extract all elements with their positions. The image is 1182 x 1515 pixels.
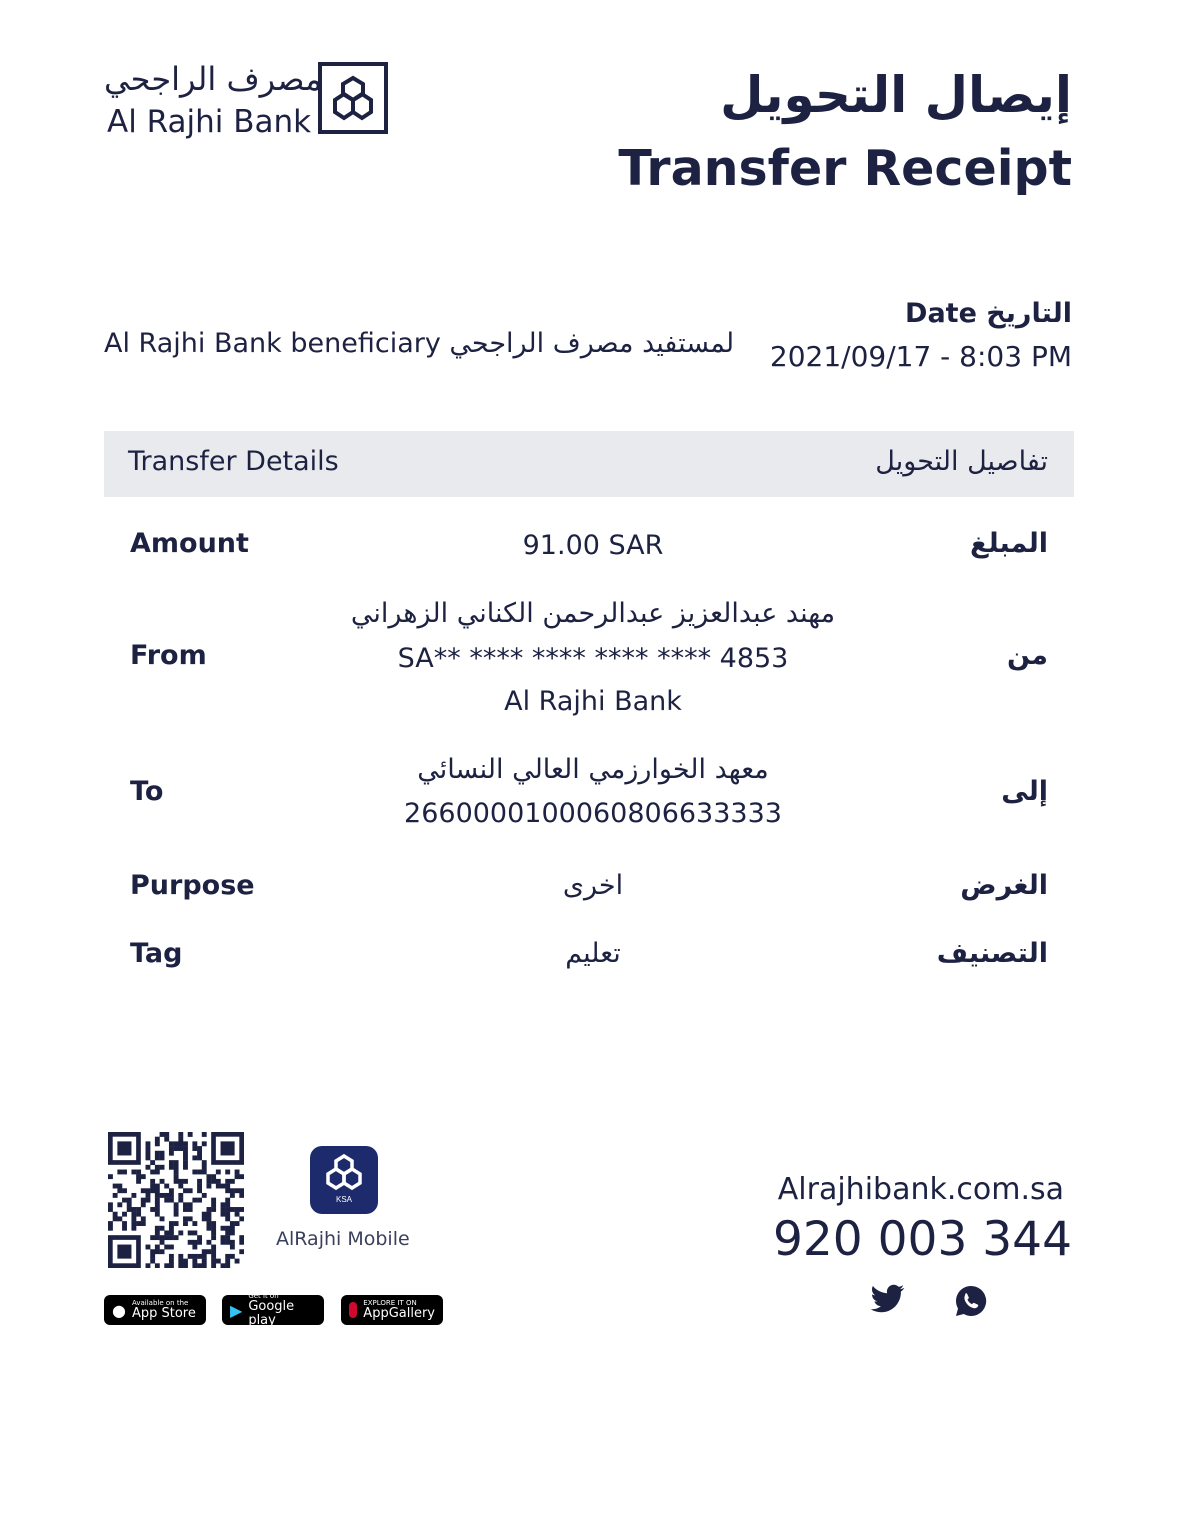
apple-icon: ● — [112, 1300, 126, 1320]
tag-label-arabic: التصنيف — [936, 938, 1048, 969]
bank-name-arabic: مصرف الراجحي — [104, 60, 323, 98]
phone-number[interactable]: 920 003 344 — [772, 1212, 1072, 1267]
from-account: SA** **** **** **** **** 4853 — [397, 643, 789, 674]
amount-label-arabic: المبلغ — [970, 528, 1048, 559]
from-bank: Al Rajhi Bank — [504, 686, 682, 717]
to-label-arabic: إلى — [1001, 776, 1048, 807]
from-name: مهند عبدالعزيز عبدالرحمن الكناني الزهراني — [350, 598, 836, 629]
whatsapp-icon[interactable] — [954, 1284, 988, 1322]
google-play-badge[interactable]: ▶ Get it on Google play — [222, 1295, 324, 1325]
app-store-badge[interactable]: ● Available on the App Store — [104, 1295, 206, 1325]
app-gallery-badge[interactable]: EXPLORE IT ON AppGallery — [341, 1295, 443, 1325]
bank-logo-icon — [318, 62, 388, 134]
bank-name-english: Al Rajhi Bank — [107, 104, 312, 140]
title-english: Transfer Receipt — [618, 140, 1072, 197]
google-play-icon: ▶ — [230, 1300, 243, 1320]
amount-value: 91.00 SAR — [522, 530, 664, 561]
website-link[interactable]: Alrajhibank.com.sa — [777, 1172, 1064, 1207]
qr-code-icon[interactable] — [108, 1132, 244, 1272]
tag-value: تعليم — [565, 938, 621, 969]
huawei-icon — [349, 1302, 357, 1318]
app-icon-text: KSA — [335, 1195, 353, 1204]
app-label: AlRajhi Mobile — [276, 1228, 410, 1250]
date-label: Date التاريخ — [905, 298, 1072, 329]
purpose-label-arabic: الغرض — [960, 870, 1048, 901]
alrajhi-mobile-app-icon[interactable] — [310, 1146, 378, 1214]
to-account: 2660000100060806633333 — [404, 798, 782, 829]
from-label: From — [130, 640, 207, 671]
amount-label: Amount — [130, 528, 249, 559]
date-value: 2021/09/17 - 8:03 PM — [769, 340, 1072, 373]
details-title-arabic: تفاصيل التحويل — [875, 446, 1048, 477]
title-arabic: إيصال التحويل — [720, 66, 1072, 124]
purpose-value: اخرى — [562, 870, 624, 901]
details-title-english: Transfer Details — [128, 446, 339, 477]
from-label-arabic: من — [1006, 640, 1048, 671]
to-label: To — [130, 776, 164, 807]
beneficiary-type: Al Rajhi Bank beneficiary لمستفيد مصرف الراجحي — [104, 328, 735, 359]
purpose-label: Purpose — [130, 870, 255, 901]
to-name: معهد الخوارزمي العالي النسائي — [417, 754, 769, 785]
tag-label: Tag — [130, 938, 183, 969]
twitter-icon[interactable] — [870, 1284, 906, 1320]
